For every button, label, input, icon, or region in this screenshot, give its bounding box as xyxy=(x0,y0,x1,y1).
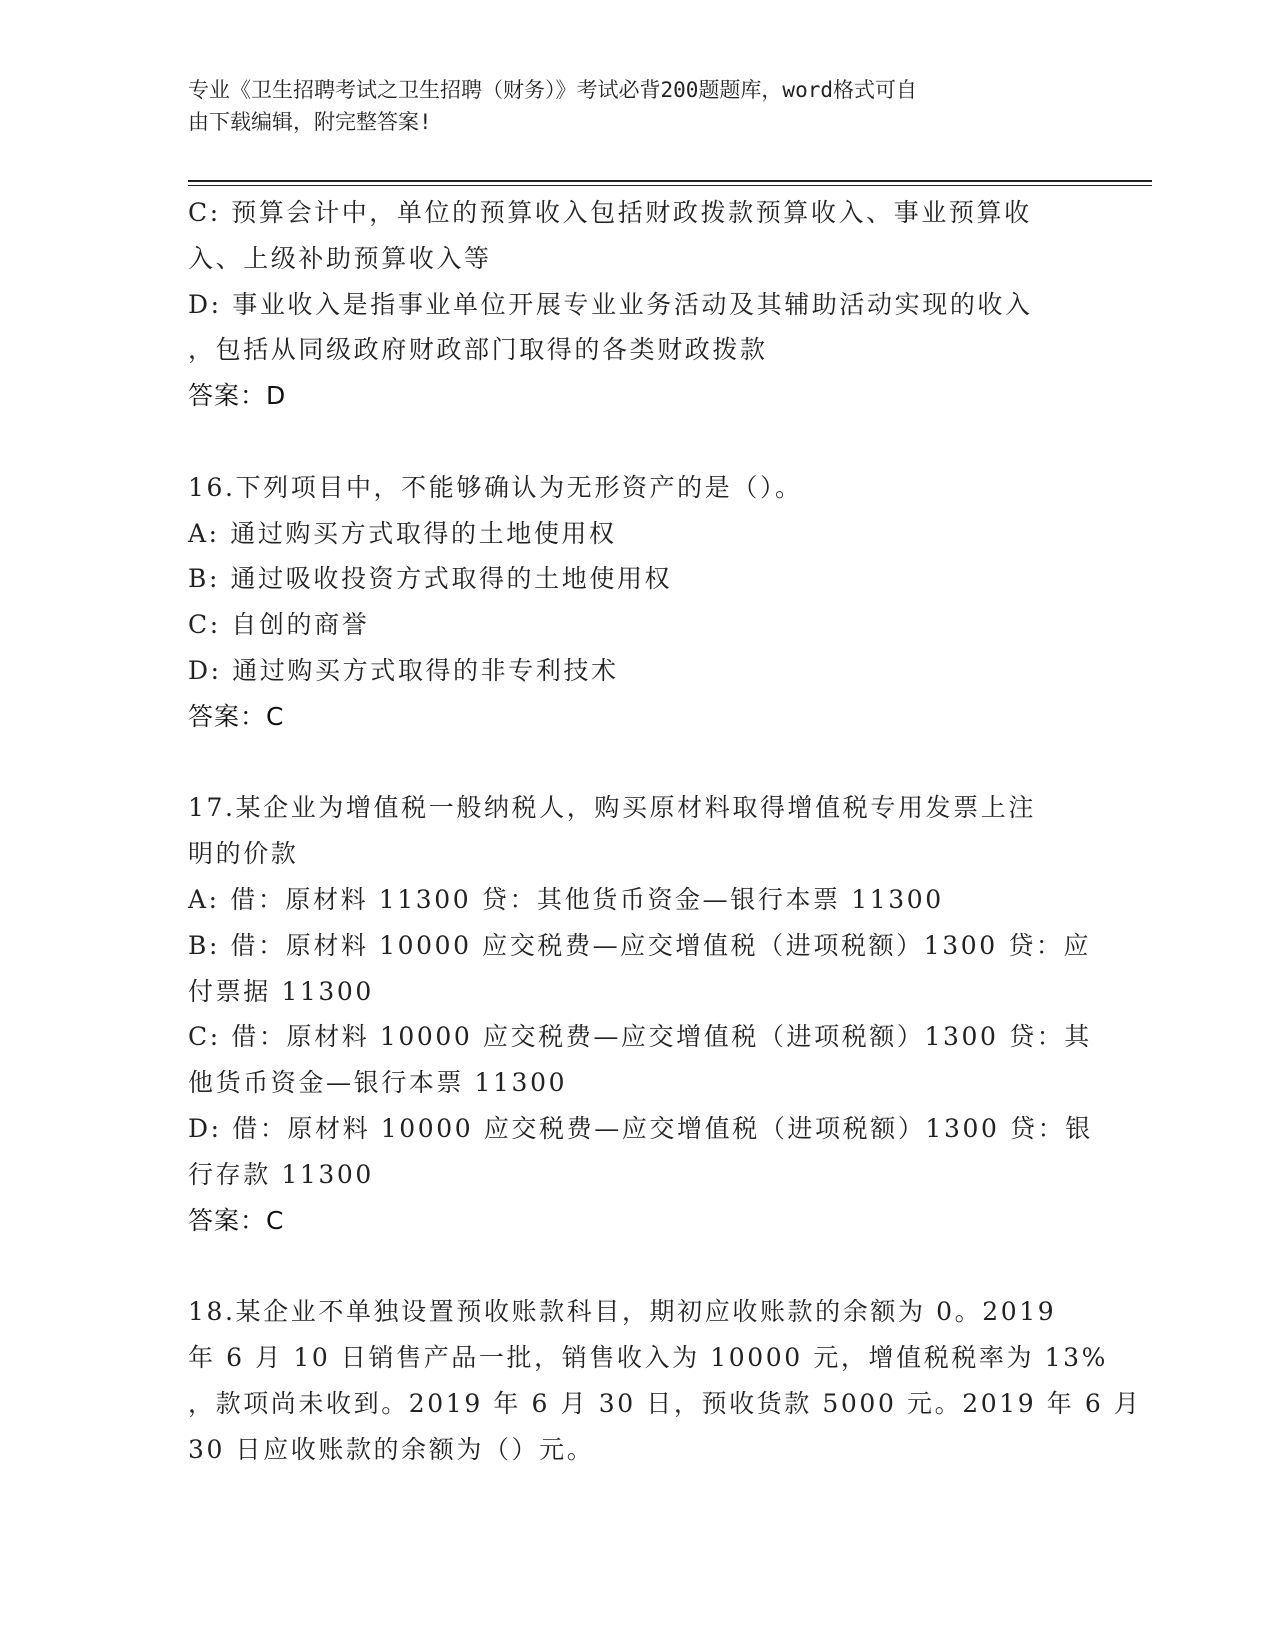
question-text-continued: 年 6 月 10 日销售产品一批，销售收入为 10000 元，增值税税率为 13% xyxy=(188,1342,1109,1372)
option-a: A: 借：原材料 11300 贷：其他货币资金—银行本票 11300 xyxy=(188,884,944,914)
header-line-2: 由下载编辑，附完整答案! xyxy=(188,110,432,134)
option-d-continued: ，包括从同级政府财政部门取得的各类财政拨款 xyxy=(188,335,768,365)
option-d: D: 事业收入是指事业单位开展专业业务活动及其辅助活动实现的收入 xyxy=(188,289,1033,319)
option-b: B: 通过吸收投资方式取得的土地使用权 xyxy=(188,564,673,594)
answer-label: 答案：D xyxy=(188,381,287,411)
option-b: B: 借：原材料 10000 应交税费—应交增值税（进项税额）1300 贷：应 xyxy=(188,930,1092,960)
question-15-block xyxy=(188,190,1088,419)
answer-label: 答案：C xyxy=(188,1205,285,1235)
question-text: 16.下列项目中，不能够确认为无形资产的是（）。 xyxy=(188,472,803,502)
option-d: D: 通过购买方式取得的非专利技术 xyxy=(188,655,619,685)
option-c: C: 自创的商誉 xyxy=(188,610,370,640)
question-text-continued: 明的价款 xyxy=(188,839,299,869)
option-a: A: 通过购买方式取得的土地使用权 xyxy=(188,518,617,548)
question-text-continued: 30 日应收账款的余额为（）元。 xyxy=(188,1434,595,1464)
question-text: 18.某企业不单独设置预收账款科目，期初应收账款的余额为 0。2019 xyxy=(188,1297,1057,1327)
option-d-continued: 行存款 11300 xyxy=(188,1159,374,1189)
option-c: C: 借：原材料 10000 应交税费—应交增值税（进项税额）1300 贷：其 xyxy=(188,1022,1092,1052)
question-text: 17.某企业为增值税一般纳税人，购买原材料取得增值税专用发票上注 xyxy=(188,793,1036,823)
answer-label: 答案：C xyxy=(188,701,285,731)
question-16-block xyxy=(188,465,1088,740)
spacer xyxy=(188,419,1088,465)
question-18-block xyxy=(188,1289,1142,1472)
question-17-block xyxy=(188,785,1093,1243)
spacer xyxy=(188,740,1088,786)
header-divider-thin xyxy=(188,185,1152,186)
document-body xyxy=(188,190,1142,1472)
question-text-continued: ，款项尚未收到。2019 年 6 月 30 日，预收货款 5000 元。2019 年 6 月 xyxy=(188,1388,1142,1418)
option-b-continued: 付票据 11300 xyxy=(188,976,374,1006)
option-c-continued: 他货币资金—银行本票 11300 xyxy=(188,1068,568,1098)
option-c-continued: 入、上级补助预算收入等 xyxy=(188,243,492,273)
option-d: D: 借：原材料 10000 应交税费—应交增值税（进项税额）1300 贷：银 xyxy=(188,1113,1093,1143)
header-line-1: 专业《卫生招聘考试之卫生招聘（财务）》考试必背200题题库，word格式可自 xyxy=(188,78,917,102)
page-header xyxy=(188,74,1088,138)
option-c: C: 预算会计中，单位的预算收入包括财政拨款预算收入、事业预算收 xyxy=(188,198,1032,227)
header-divider xyxy=(188,180,1152,182)
spacer xyxy=(188,1243,1088,1289)
